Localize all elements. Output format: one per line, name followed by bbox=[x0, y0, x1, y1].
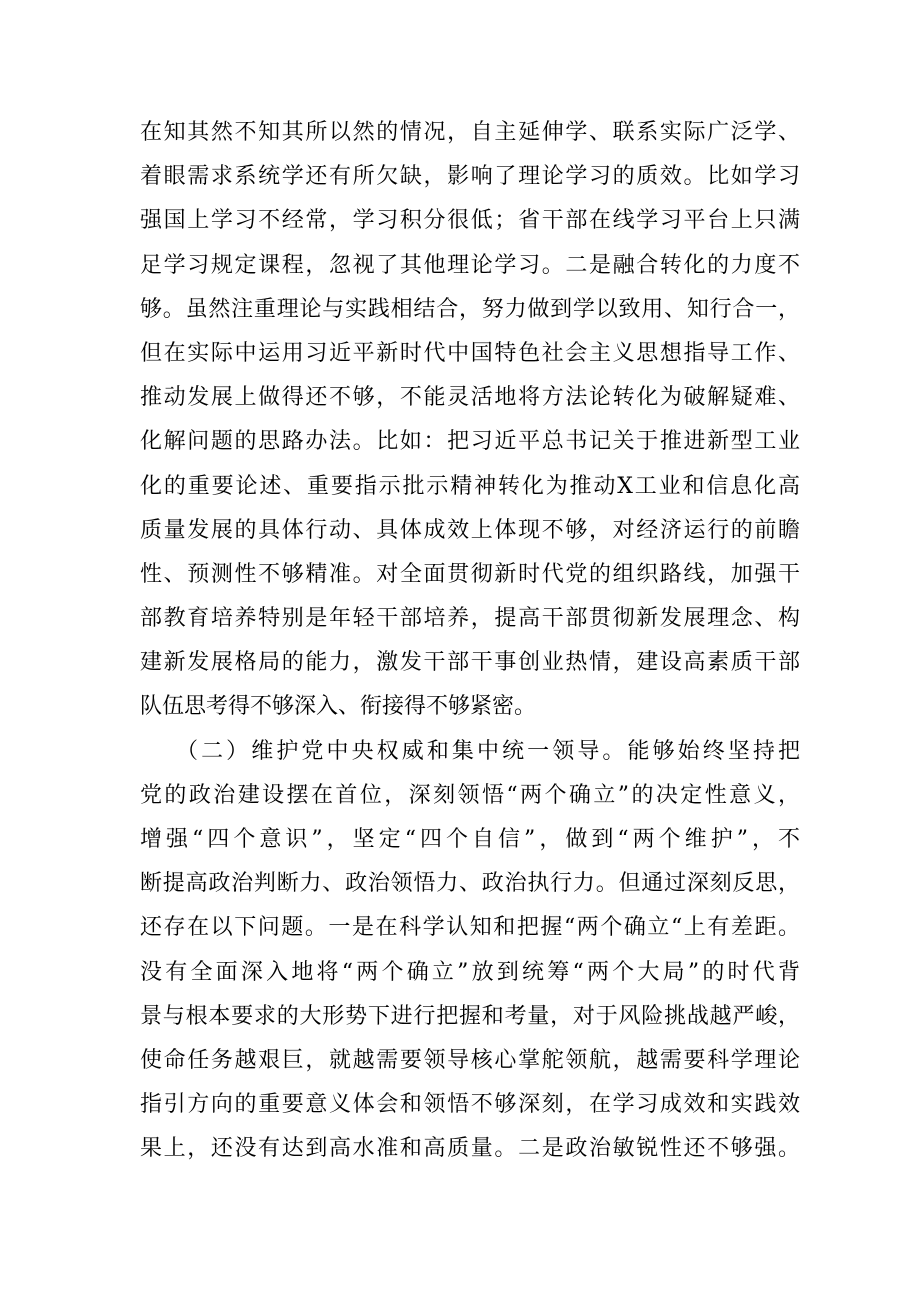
text-line: 没有全面深入地将“两个确立”放到统筹“两个大局”的时代背 bbox=[140, 959, 800, 985]
text-line: 化的重要论述、重要指示批示精神转化为推动X工业和信息化高 bbox=[140, 473, 800, 499]
paragraph bbox=[140, 730, 800, 1172]
text-line: 强国上学习不经常，学习积分很低；省干部在线学习平台上只满 bbox=[140, 208, 800, 234]
text-line: 着眼需求系统学还有所欠缺，影响了理论学习的质效。比如学习 bbox=[140, 164, 800, 190]
paragraph bbox=[140, 111, 800, 730]
text-line: 增强“四个意识”，坚定“四个自信”，做到“两个维护”，不 bbox=[140, 827, 800, 852]
text-line: 质量发展的具体行动、具体成效上体现不够，对经济运行的前瞻 bbox=[140, 517, 800, 543]
text-line: 指引方向的重要意义体会和领悟不够深刻，在学习成效和实践效 bbox=[140, 1092, 800, 1118]
text-line: 还存在以下问题。一是在科学认知和把握“两个确立“上有差距。 bbox=[140, 915, 800, 941]
text-line: 推动发展上做得还不够，不能灵活地将方法论转化为破解疑难、 bbox=[140, 385, 800, 411]
text-line: 化解问题的思路办法。比如：把习近平总书记关于推进新型工业 bbox=[140, 429, 800, 455]
document-body bbox=[140, 111, 800, 1172]
text-line: 果上，还没有达到高水准和高质量。二是政治敏锐性还不够强。 bbox=[140, 1136, 800, 1162]
text-line: 建新发展格局的能力，激发干部干事创业热情，建设高素质干部 bbox=[140, 650, 800, 676]
text-line: （二）维护党中央权威和集中统一领导。能够始终坚持把 bbox=[176, 738, 800, 764]
text-line: 但在实际中运用习近平新时代中国特色社会主义思想指导工作、 bbox=[140, 340, 800, 366]
text-line: 在知其然不知其所以然的情况，自主延伸学、联系实际广泛学、 bbox=[140, 120, 800, 145]
text-line: 队伍思考得不够深入、衔接得不够紧密。 bbox=[140, 694, 537, 720]
text-line: 足学习规定课程，忽视了其他理论学习。二是融合转化的力度不 bbox=[140, 252, 800, 278]
text-line: 够。虽然注重理论与实践相结合，努力做到学以致用、知行合一， bbox=[140, 296, 800, 322]
text-line: 景与根本要求的大形势下进行把握和考量，对于风险挑战越严峻， bbox=[140, 1003, 800, 1029]
text-line: 性、预测性不够精准。对全面贯彻新时代党的组织路线，加强干 bbox=[140, 561, 800, 587]
text-line: 断提高政治判断力、政治领悟力、政治执行力。但通过深刻反思， bbox=[140, 871, 800, 897]
text-line: 党的政治建设摆在首位，深刻领悟“两个确立”的决定性意义， bbox=[140, 782, 800, 808]
text-line: 部教育培养特别是年轻干部培养，提高干部贯彻新发展理念、构 bbox=[140, 606, 800, 632]
text-line: 使命任务越艰巨，就越需要领导核心掌舵领航，越需要科学理论 bbox=[140, 1047, 800, 1073]
